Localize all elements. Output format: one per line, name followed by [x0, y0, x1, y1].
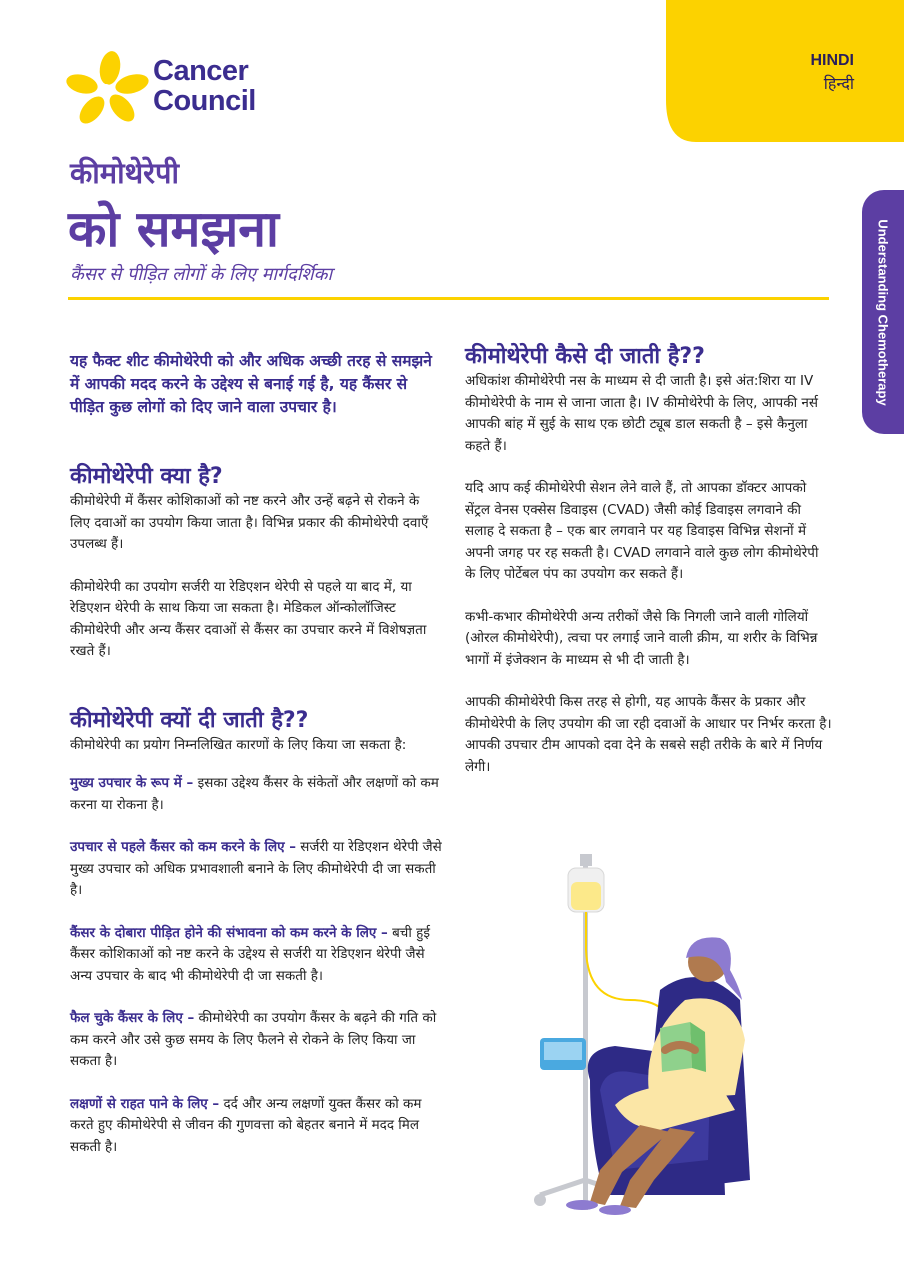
section-heading-how: कीमोथेरेपी कैसे दी जाती है??: [465, 344, 705, 369]
why-item: लक्षणों से राहत पाने के लिए – दर्द और अन्य लक्षणों युक्त कैंसर को कम करते हुए कीमोथेरेपी से जीवन की गुणवत्ता को बेहतर बनाने में मदद मिल सकती है।: [70, 1095, 422, 1155]
patient-chemo-chair-illustration: [520, 850, 860, 1230]
how-paragraph-2: यदि आप कई कीमोथेरेपी सेशन लेने वाले हैं, तो आपका डॉक्टर आपको सेंट्रल वेनस एक्सेस डिवाइस (CVAD) जैसी कोई डिवाइस लगवाने की सलाह दे सकता है – एक बार लगवाने पर यह डिवाइस विभिन्न सेशनों में अपनी जगह पर रह सकती है। CVAD लगवाने वाले कुछ लोग कीमोथेरेपी के लिए पोर्टेबल पंप का उपयोग कर सकते हैं।: [465, 480, 819, 582]
right-column: [465, 343, 833, 778]
why-item: मुख्य उपचार के रूप में – इसका उद्देश्य कैंसर के संकेतों और लक्षणों को कम करना या रोकना है।: [70, 775, 439, 813]
section-heading-why: कीमोथेरेपी क्यों दी जाती है??: [70, 707, 309, 733]
brand-name-line1: Cancer: [153, 55, 249, 87]
why-item: फैल चुके कैंसर के लिए – कीमोथेरेपी का उपयोग कैंसर के बढ़ने की गति को कम करने और उसे कुछ समय के लिए फैलने से रोकने के लिए किया जा सकता है।: [70, 1010, 437, 1069]
what-paragraph-2: कीमोथेरेपी का उपयोग सर्जरी या रेडिएशन थेरेपी से पहले या बाद में, या रेडिएशन थेरेपी के साथ किया जा सकता है। मेडिकल ऑन्कोलॉजिस्ट कीमोथेरेपी और अन्य कैंसर दवाओं से कैंसर का उपचार करने में विशेषज्ञता रखते हैं।: [70, 578, 427, 659]
page-subtitle: कैंसर से पीड़ित लोगों के लिए मार्गदर्शिका: [70, 264, 333, 285]
flower-icon: [66, 50, 150, 126]
page-title-line2: को समझना: [68, 200, 279, 258]
what-paragraph-1: कीमोथेरेपी में कैंसर कोशिकाओं को नष्ट करने और उन्हें बढ़ने से रोकने के लिए दवाओं का उपयोग किया जाता है। विभिन्न प्रकार की कीमोथेरेपी दवाएँ उपलब्ध हैं।: [70, 493, 429, 552]
why-item: उपचार से पहले कैंसर को कम करने के लिए – सर्जरी या रेडिएशन थेरेपी जैसे मुख्य उपचार को अधिक प्रभावशाली बनाने के लिए कीमोथेरेपी दी जा सकती है।: [70, 839, 442, 898]
how-paragraph-1: अधिकांश कीमोथेरेपी नस के माध्यम से दी जाती है। इसे अंत:शिरा या IV कीमोथेरेपी के नाम से जाना जाता है। IV कीमोथेरेपी के लिए, आपकी नर्स आपकी बांह में सुई के साथ एक छोटी ट्यूब डाल सकती है – इसे कैनुला कहते हैं।: [465, 373, 818, 454]
intro-text: यह फैक्ट शीट कीमोथेरेपी को और अधिक अच्छी तरह से समझने में आपकी मदद करने के उद्देश्य से बनाई गई है, यह कैंसर से पीड़ित कुछ लोगों को दिए जाने वाला उपचार है।: [70, 352, 432, 416]
page-title-line1: कीमोथेरेपी: [70, 156, 180, 190]
section-heading-what: कीमोथेरेपी क्या है?: [70, 464, 223, 489]
why-item: कैंसर के दोबारा पीड़ित होने की संभावना को कम करने के लिए – बची हुई कैंसर कोशिकाओं को नष्ट करने के उद्देश्य से सर्जरी या रेडिएशन थेरेपी जैसे अन्य उपचार के बाद भी कीमोथेरेपी दी जा सकती है।: [70, 924, 430, 984]
how-paragraph-4: आपकी कीमोथेरेपी किस तरह से होगी, यह आपके कैंसर के प्रकार और कीमोथेरेपी के लिए उपयोग की जा रही दवाओं के आधार पर निर्भर करता है। आपकी उपचार टीम आपको दवा देने के सबसे सही तरीके के बारे में निर्णय लेगी।: [465, 694, 832, 775]
yellow-corner-shape: [666, 0, 904, 142]
left-column: [70, 350, 442, 1158]
why-intro: कीमोथेरेपी का प्रयोग निम्नलिखित कारणों के लिए किया जा सकता है:: [70, 736, 407, 753]
language-label-english: HINDI: [810, 52, 854, 69]
brand-name-line2: Council: [153, 85, 256, 117]
side-tab-label: Understanding Chemotherapy: [875, 218, 891, 406]
language-label-native: हिन्दी: [823, 74, 854, 93]
header-divider: [68, 297, 829, 300]
how-paragraph-3: कभी-कभार कीमोथेरेपी अन्य तरीकों जैसे कि निगली जाने वाली गोलियों (ओरल कीमोथेरेपी), त्वचा पर लगाई जाने वाली क्रीम, या शरीर के विभिन्न भागों में इंजेक्शन के माध्यम से भी दी जाती है।: [465, 608, 818, 668]
